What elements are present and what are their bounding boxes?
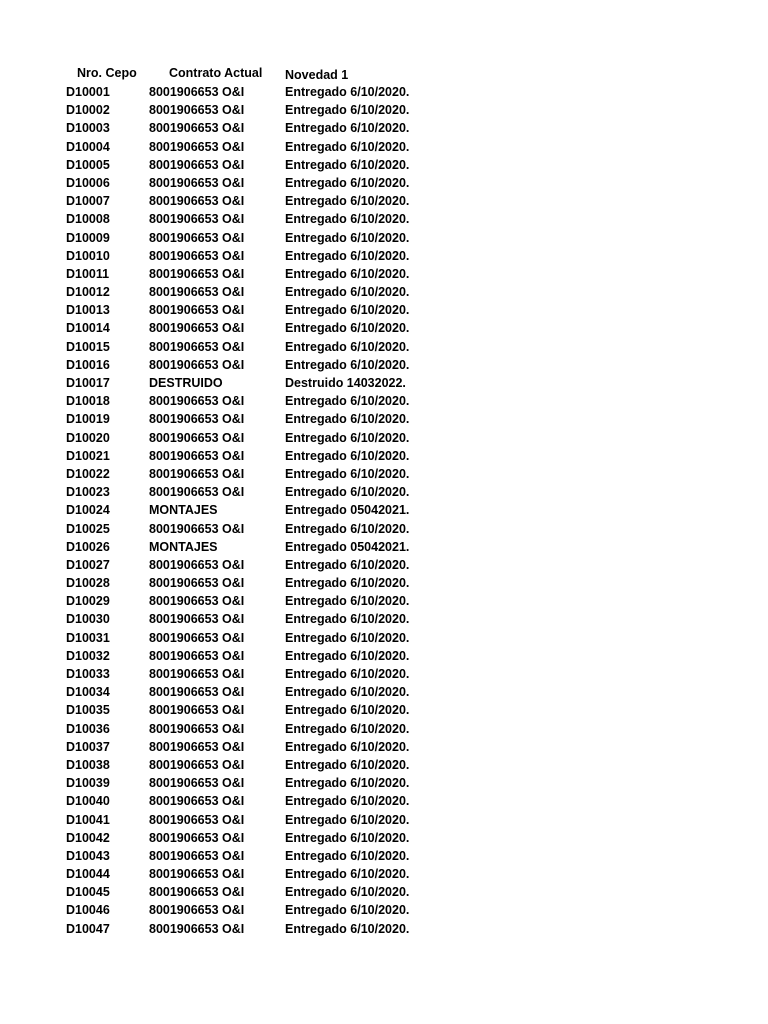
cell-nro-cepo: D10036 [66,721,110,736]
cell-contrato-actual: 8001906653 O&I [149,594,245,609]
cell-nro-cepo: D10016 [66,357,110,372]
cell-contrato-actual: 8001906653 O&I [149,521,245,536]
cell-novedad-1: Entregado 6/10/2020. [285,194,410,209]
cell-novedad-1: Entregado 6/10/2020. [285,721,410,736]
cell-novedad-1: Entregado 6/10/2020. [285,394,410,409]
cell-contrato-actual: DESTRUIDO [149,376,223,390]
table-row [0,775,768,793]
table-row [0,884,768,902]
cell-contrato-actual: 8001906653 O&I [149,357,245,372]
cell-nro-cepo: D10045 [66,885,110,900]
cell-nro-cepo: D10034 [66,685,110,700]
cell-contrato-actual: 8001906653 O&I [149,703,245,718]
table-row [0,830,768,848]
cell-nro-cepo: D10025 [66,521,110,536]
cell-nro-cepo: D10046 [66,903,110,918]
table-row [0,302,768,320]
cell-novedad-1: Entregado 6/10/2020. [285,266,410,281]
cell-novedad-1: Entregado 6/10/2020. [285,121,410,136]
table-row [0,557,768,575]
cell-contrato-actual: 8001906653 O&I [149,303,245,318]
table-row [0,921,768,939]
cell-contrato-actual: 8001906653 O&I [149,776,245,791]
table-row [0,702,768,720]
cell-novedad-1: Entregado 6/10/2020. [285,630,410,645]
cell-nro-cepo: D10009 [66,230,110,245]
cell-novedad-1: Entregado 6/10/2020. [285,139,410,154]
cell-novedad-1: Entregado 6/10/2020. [285,903,410,918]
cell-contrato-actual: 8001906653 O&I [149,557,245,572]
cell-contrato-actual: 8001906653 O&I [149,194,245,209]
cell-novedad-1: Entregado 6/10/2020. [285,794,410,809]
cell-novedad-1: Entregado 05042021. [285,503,410,518]
cell-nro-cepo: D10013 [66,303,110,318]
cell-novedad-1: Entregado 6/10/2020. [285,303,410,318]
cell-contrato-actual: 8001906653 O&I [149,485,245,500]
cell-contrato-actual: 8001906653 O&I [149,412,245,427]
cell-nro-cepo: D10010 [66,248,110,263]
cell-novedad-1: Entregado 6/10/2020. [285,212,410,227]
cell-novedad-1: Entregado 6/10/2020. [285,485,410,500]
cell-novedad-1: Entregado 6/10/2020. [285,612,410,627]
cell-contrato-actual: 8001906653 O&I [149,430,245,445]
cell-novedad-1: Entregado 6/10/2020. [285,430,410,445]
cell-novedad-1: Entregado 6/10/2020. [285,248,410,263]
table-row [0,193,768,211]
cell-contrato-actual: 8001906653 O&I [149,157,245,172]
table-row [0,393,768,411]
cell-novedad-1: Entregado 6/10/2020. [285,667,410,681]
cell-novedad-1: Entregado 6/10/2020. [285,921,410,936]
cell-nro-cepo: D10029 [66,594,110,609]
cell-novedad-1: Entregado 6/10/2020. [285,703,410,718]
cell-nro-cepo: D10011 [66,266,110,281]
table-row [0,502,768,520]
cell-novedad-1: Entregado 6/10/2020. [285,339,410,354]
cell-nro-cepo: D10006 [66,175,110,190]
cell-contrato-actual: 8001906653 O&I [149,448,245,463]
table-row [0,411,768,429]
cell-nro-cepo: D10017 [66,376,110,390]
cell-contrato-actual: 8001906653 O&I [149,394,245,409]
cell-novedad-1: Entregado 6/10/2020. [285,357,410,372]
cell-novedad-1: Entregado 6/10/2020. [285,867,410,882]
cell-novedad-1: Entregado 6/10/2020. [285,594,410,609]
table-row [0,593,768,611]
cell-contrato-actual: 8001906653 O&I [149,830,245,845]
cell-novedad-1: Entregado 6/10/2020. [285,466,410,481]
cell-novedad-1: Entregado 6/10/2020. [285,175,410,190]
cell-contrato-actual: 8001906653 O&I [149,630,245,645]
table-row [0,648,768,666]
cell-novedad-1: Entregado 6/10/2020. [285,685,410,700]
table-row [0,248,768,266]
cell-contrato-actual: 8001906653 O&I [149,285,245,300]
cell-nro-cepo: D10012 [66,285,110,300]
table-row [0,611,768,629]
table-row [0,157,768,175]
cell-nro-cepo: D10038 [66,757,110,772]
cell-contrato-actual: 8001906653 O&I [149,612,245,627]
cell-contrato-actual: 8001906653 O&I [149,848,245,863]
cell-nro-cepo: D10042 [66,830,110,845]
table-body [0,84,768,939]
cell-novedad-1: Entregado 6/10/2020. [285,448,410,463]
table-row [0,902,768,920]
cell-novedad-1: Entregado 6/10/2020. [285,285,410,300]
cell-nro-cepo: D10041 [66,812,110,827]
cell-contrato-actual: 8001906653 O&I [149,667,245,681]
cell-nro-cepo: D10019 [66,412,110,427]
cell-nro-cepo: D10001 [66,85,110,99]
cell-contrato-actual: 8001906653 O&I [149,266,245,281]
cell-nro-cepo: D10014 [66,321,110,336]
cell-novedad-1: Entregado 05042021. [285,539,410,554]
cell-nro-cepo: D10022 [66,466,110,481]
cell-contrato-actual: 8001906653 O&I [149,885,245,900]
cell-nro-cepo: D10007 [66,194,110,209]
cell-novedad-1: Entregado 6/10/2020. [285,830,410,845]
cell-novedad-1: Entregado 6/10/2020. [285,412,410,427]
cell-nro-cepo: D10033 [66,667,110,681]
header-row [0,64,768,84]
cell-contrato-actual: 8001906653 O&I [149,648,245,663]
cell-nro-cepo: D10021 [66,448,110,463]
cell-contrato-actual: 8001906653 O&I [149,685,245,700]
cell-novedad-1: Entregado 6/10/2020. [285,739,410,754]
cell-contrato-actual: 8001906653 O&I [149,121,245,136]
table-row [0,211,768,229]
cell-contrato-actual: MONTAJES [149,539,218,554]
cell-contrato-actual: 8001906653 O&I [149,248,245,263]
table-row [0,430,768,448]
cell-nro-cepo: D10040 [66,794,110,809]
cell-contrato-actual: 8001906653 O&I [149,576,245,591]
cell-nro-cepo: D10018 [66,394,110,409]
table-row [0,357,768,375]
cell-nro-cepo: D10020 [66,430,110,445]
cell-contrato-actual: 8001906653 O&I [149,757,245,772]
table-row [0,848,768,866]
cell-nro-cepo: D10002 [66,103,110,118]
cell-nro-cepo: D10027 [66,557,110,572]
table-row [0,320,768,338]
table-row [0,575,768,593]
table-row [0,521,768,539]
table-row [0,339,768,357]
cell-novedad-1: Entregado 6/10/2020. [285,648,410,663]
cell-contrato-actual: 8001906653 O&I [149,339,245,354]
table-row [0,102,768,120]
table-row [0,721,768,739]
table-row [0,484,768,502]
table-row [0,812,768,830]
cell-contrato-actual: 8001906653 O&I [149,103,245,118]
cell-nro-cepo: D10032 [66,648,110,663]
table-row [0,375,768,393]
cell-contrato-actual: 8001906653 O&I [149,212,245,227]
cell-novedad-1: Entregado 6/10/2020. [285,848,410,863]
table-row [0,684,768,702]
column-header-novedad-1: Novedad 1 [285,68,349,82]
cell-novedad-1: Entregado 6/10/2020. [285,85,410,99]
cell-novedad-1: Entregado 6/10/2020. [285,812,410,827]
cell-contrato-actual: 8001906653 O&I [149,903,245,918]
cell-nro-cepo: D10031 [66,630,110,645]
column-header-contrato-actual: Contrato Actual [169,66,263,80]
cell-contrato-actual: 8001906653 O&I [149,921,245,936]
cell-novedad-1: Entregado 6/10/2020. [285,757,410,772]
table-row [0,757,768,775]
cell-nro-cepo: D10008 [66,212,110,227]
cell-contrato-actual: 8001906653 O&I [149,721,245,736]
cell-contrato-actual: 8001906653 O&I [149,812,245,827]
table-row [0,793,768,811]
table-row [0,666,768,684]
cell-novedad-1: Entregado 6/10/2020. [285,576,410,591]
cell-novedad-1: Entregado 6/10/2020. [285,103,410,118]
table-row [0,175,768,193]
table-row [0,139,768,157]
cell-contrato-actual: MONTAJES [149,503,218,518]
table-row [0,84,768,102]
cell-nro-cepo: D10015 [66,339,110,354]
column-header-nro-cepo: Nro. Cepo [77,66,137,80]
cell-nro-cepo: D10030 [66,612,110,627]
cell-nro-cepo: D10047 [66,921,110,936]
cell-contrato-actual: 8001906653 O&I [149,739,245,754]
cell-novedad-1: Entregado 6/10/2020. [285,230,410,245]
cell-nro-cepo: D10039 [66,776,110,791]
cell-nro-cepo: D10004 [66,139,110,154]
cell-novedad-1: Entregado 6/10/2020. [285,321,410,336]
cell-novedad-1: Entregado 6/10/2020. [285,521,410,536]
cell-contrato-actual: 8001906653 O&I [149,466,245,481]
cell-contrato-actual: 8001906653 O&I [149,867,245,882]
table-row [0,466,768,484]
table-row [0,866,768,884]
cell-nro-cepo: D10028 [66,576,110,591]
cell-contrato-actual: 8001906653 O&I [149,794,245,809]
cell-novedad-1: Entregado 6/10/2020. [285,885,410,900]
cell-nro-cepo: D10024 [66,503,110,518]
cell-novedad-1: Destruido 14032022. [285,376,406,390]
cell-novedad-1: Entregado 6/10/2020. [285,776,410,791]
cell-contrato-actual: 8001906653 O&I [149,85,245,99]
cell-nro-cepo: D10023 [66,485,110,500]
table-row [0,284,768,302]
table-row [0,448,768,466]
table-row [0,630,768,648]
table-row [0,120,768,138]
cell-nro-cepo: D10026 [66,539,110,554]
table-row [0,230,768,248]
cell-nro-cepo: D10005 [66,157,110,172]
cell-novedad-1: Entregado 6/10/2020. [285,157,410,172]
cell-nro-cepo: D10003 [66,121,110,136]
cell-contrato-actual: 8001906653 O&I [149,139,245,154]
cell-nro-cepo: D10037 [66,739,110,754]
table-row [0,539,768,557]
cell-novedad-1: Entregado 6/10/2020. [285,557,410,572]
cell-nro-cepo: D10044 [66,867,110,882]
cell-contrato-actual: 8001906653 O&I [149,230,245,245]
cell-contrato-actual: 8001906653 O&I [149,321,245,336]
table-row [0,266,768,284]
cell-nro-cepo: D10043 [66,848,110,863]
cell-nro-cepo: D10035 [66,703,110,718]
cell-contrato-actual: 8001906653 O&I [149,175,245,190]
table-row [0,739,768,757]
